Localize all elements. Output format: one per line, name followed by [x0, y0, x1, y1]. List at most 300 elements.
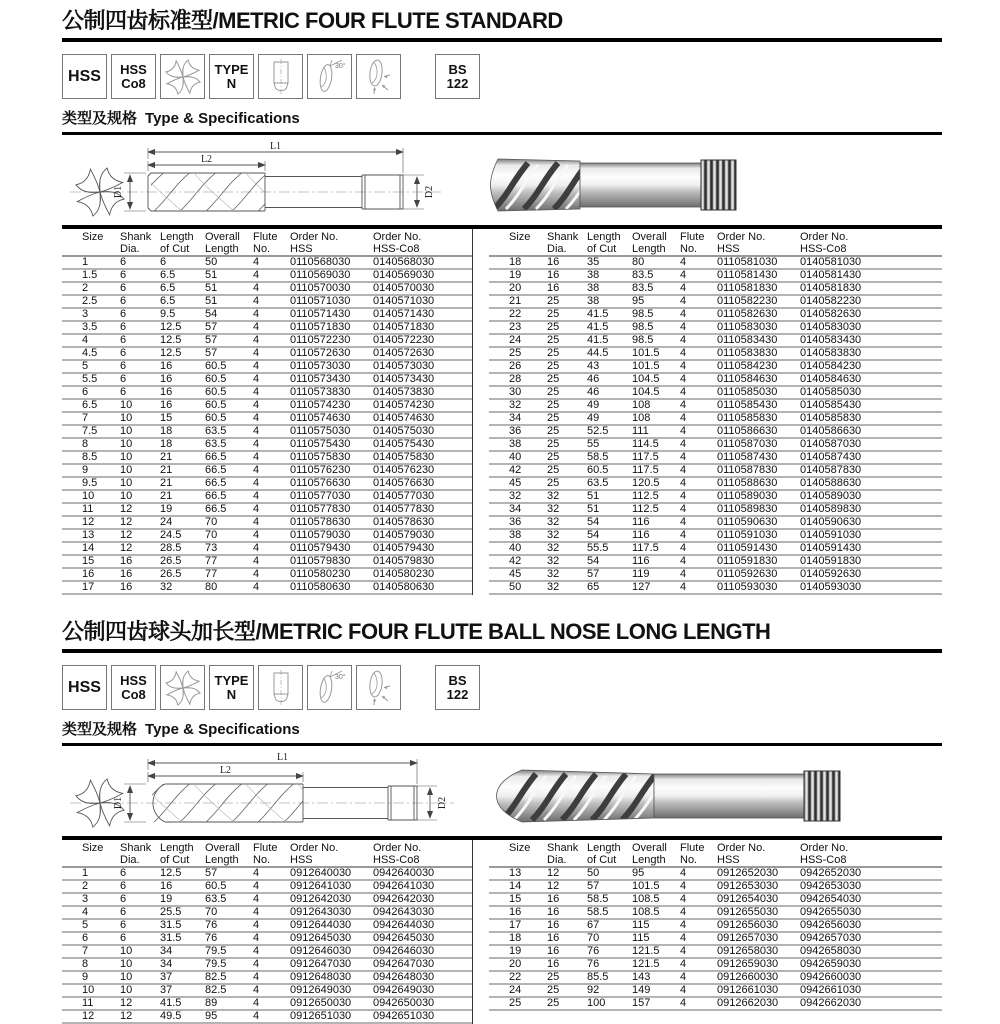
flute-no-cell: 4 — [253, 373, 260, 385]
order-no-hss-cell: 0110582630 — [717, 308, 778, 320]
length-of-cut-cell: 12.5 — [160, 334, 182, 346]
size-cell: 6.5 — [82, 399, 98, 411]
overall-length-cell: 76 — [205, 919, 218, 931]
overall-length-cell: 108.5 — [632, 906, 660, 918]
end-mill-cross-section-icon — [163, 57, 203, 97]
order-no-hss-co8-cell: 0140584630 — [800, 373, 862, 385]
size-cell: 50 — [509, 581, 522, 593]
length-of-cut-cell: 58.5 — [587, 893, 609, 905]
shank-dia-cell: 16 — [547, 893, 560, 905]
overall-length-cell: 82.5 — [205, 971, 227, 983]
flute-no-cell: 4 — [253, 958, 260, 970]
size-cell: 45 — [509, 568, 522, 580]
shank-dia-cell: 25 — [547, 984, 560, 996]
order-no-hss-cell: 0110579430 — [290, 542, 351, 554]
size-cell: 3 — [82, 308, 89, 320]
shank-dia-cell: 12 — [120, 542, 133, 554]
order-no-hss-co8-cell: 0140575030 — [373, 425, 435, 437]
size-table-left — [62, 229, 472, 595]
size-cell: 5.5 — [82, 373, 98, 385]
plain-shank-badge — [258, 54, 303, 99]
flute-no-cell: 4 — [680, 581, 687, 593]
size-cell: 5 — [82, 919, 89, 931]
overall-length-cell: 57 — [205, 867, 218, 879]
order-no-hss-co8-cell: 0140576630 — [373, 477, 435, 489]
length-of-cut-cell: 31.5 — [160, 932, 182, 944]
shank-dia-cell: 12 — [547, 880, 560, 892]
overall-length-cell: 101.5 — [632, 347, 660, 359]
length-of-cut-cell: 49 — [587, 399, 600, 411]
shank-dia-cell: 10 — [120, 945, 133, 957]
shank-dia-cell: 32 — [547, 581, 560, 593]
length-of-cut-cell: 35 — [587, 256, 600, 268]
shank-dia-cell: 16 — [547, 919, 560, 931]
column-header: Order No. HSS-Co8 — [800, 842, 849, 866]
shank-dia-cell: 10 — [120, 412, 133, 424]
flute-no-cell: 4 — [680, 555, 687, 567]
length-of-cut-cell: 21 — [160, 477, 173, 489]
order-no-hss-cell: 0912661030 — [717, 984, 779, 996]
length-of-cut-cell: 37 — [160, 971, 173, 983]
column-header: Flute No. — [680, 231, 705, 255]
order-no-hss-cell: 0110579830 — [290, 555, 351, 567]
order-no-hss-co8-cell: 0140577830 — [373, 503, 435, 515]
size-cell: 9 — [82, 971, 89, 983]
length-of-cut-cell: 41.5 — [587, 334, 609, 346]
flute-no-cell: 4 — [680, 399, 687, 411]
overall-length-cell: 108 — [632, 412, 651, 424]
flute-no-cell: 4 — [680, 529, 687, 541]
size-cell: 4.5 — [82, 347, 98, 359]
order-no-hss-co8-cell: 0140579030 — [373, 529, 435, 541]
size-cell: 32 — [509, 490, 522, 502]
size-cell: 9.5 — [82, 477, 98, 489]
shank-dia-cell: 32 — [547, 555, 560, 567]
order-no-hss-co8-cell: 0140583830 — [800, 347, 862, 359]
flute-no-cell: 4 — [253, 568, 260, 580]
overall-length-cell: 50 — [205, 256, 218, 268]
order-no-hss-cell: 0912660030 — [717, 971, 779, 983]
flute-no-cell: 4 — [253, 399, 260, 411]
length-of-cut-cell: 60.5 — [587, 464, 609, 476]
order-no-hss-cell: 0110584230 — [717, 360, 778, 372]
shank-dia-cell: 6 — [120, 269, 127, 281]
length-of-cut-cell: 41.5 — [160, 997, 182, 1009]
length-of-cut-cell: 16 — [160, 399, 173, 411]
size-cell: 16 — [82, 568, 95, 580]
size-cell: 17 — [82, 581, 95, 593]
order-no-hss-co8-cell: 0942661030 — [800, 984, 862, 996]
order-no-hss-cell: 0912651030 — [290, 1010, 352, 1022]
order-no-hss-cell: 0110583830 — [717, 347, 778, 359]
order-no-hss-co8-cell: 0140591830 — [800, 555, 862, 567]
length-of-cut-cell: 34 — [160, 958, 173, 970]
shank-dia-cell: 6 — [120, 919, 127, 931]
shank-dia-cell: 6 — [120, 360, 127, 372]
order-no-hss-cell: 0912657030 — [717, 932, 779, 944]
length-of-cut-cell: 54 — [587, 516, 600, 528]
overall-length-cell: 60.5 — [205, 386, 227, 398]
length-of-cut-cell: 63.5 — [587, 477, 609, 489]
column-header: Overall Length — [632, 231, 667, 255]
length-of-cut-cell: 46 — [587, 373, 600, 385]
length-of-cut-cell: 12.5 — [160, 321, 182, 333]
size-cell: 22 — [509, 971, 522, 983]
order-no-hss-co8-cell: 0140587830 — [800, 464, 862, 476]
length-of-cut-cell: 57 — [587, 568, 600, 580]
shank-dia-cell: 25 — [547, 971, 560, 983]
overall-length-cell: 104.5 — [632, 386, 660, 398]
spec-heading-zh: 类型及规格 — [62, 721, 138, 738]
overall-length-cell: 115 — [632, 932, 650, 944]
order-no-hss-co8-cell: 0942651030 — [373, 1010, 435, 1022]
order-no-hss-cell: 0110587830 — [717, 464, 778, 476]
order-no-hss-cell: 0110590630 — [717, 516, 778, 528]
order-no-hss-cell: 0110573430 — [290, 373, 351, 385]
badge-label: BS — [448, 672, 467, 688]
order-no-hss-co8-cell: 0140576230 — [373, 464, 435, 476]
order-no-hss-cell: 0110587030 — [717, 438, 778, 450]
spec-heading-en: Type & Specifications — [145, 110, 300, 127]
length-of-cut-cell: 70 — [587, 932, 600, 944]
shank-dia-cell: 16 — [547, 269, 560, 281]
svg-text:L1: L1 — [276, 752, 289, 763]
shank-dia-cell: 12 — [120, 1010, 133, 1022]
overall-length-cell: 60.5 — [205, 412, 227, 424]
overall-length-cell: 73 — [205, 542, 218, 554]
shank-dia-cell: 6 — [120, 906, 127, 918]
column-header: Flute No. — [253, 842, 278, 866]
order-no-hss-co8-cell: 0140579430 — [373, 542, 435, 554]
spec-heading-en: Type & Specifications — [145, 721, 300, 738]
order-no-hss-cell: 0912662030 — [717, 997, 779, 1009]
center-cutting-badge — [356, 54, 401, 99]
shank-dia-cell: 6 — [120, 347, 127, 359]
flute-no-cell: 4 — [253, 360, 260, 372]
overall-length-cell: 57 — [205, 321, 218, 333]
overall-length-cell: 79.5 — [205, 945, 227, 957]
svg-text:D1: D1 — [113, 185, 124, 199]
order-no-hss-co8-cell: 0140581030 — [800, 256, 862, 268]
shank-dia-cell: 6 — [120, 295, 127, 307]
four-flute-badge — [160, 665, 205, 710]
size-cell: 10 — [82, 984, 95, 996]
order-no-hss-cell: 0110582230 — [717, 295, 778, 307]
flute-no-cell: 4 — [680, 386, 687, 398]
order-no-hss-co8-cell: 0140588630 — [800, 477, 862, 489]
bs-122-badge — [435, 54, 480, 99]
size-cell: 30 — [509, 386, 522, 398]
shank-dia-cell: 25 — [547, 477, 560, 489]
flute-no-cell: 4 — [680, 568, 687, 580]
flute-no-cell: 4 — [253, 334, 260, 346]
order-no-hss-co8-cell: 0942648030 — [373, 971, 435, 983]
order-no-hss-cell: 0912648030 — [290, 971, 352, 983]
flute-no-cell: 4 — [680, 516, 687, 528]
column-header: Size — [82, 231, 104, 243]
length-of-cut-cell: 37 — [160, 984, 173, 996]
flute-no-cell: 4 — [680, 997, 687, 1009]
shank-dia-cell: 25 — [547, 399, 560, 411]
order-no-hss-co8-cell: 0140571030 — [373, 295, 435, 307]
length-of-cut-cell: 16 — [160, 386, 173, 398]
length-of-cut-cell: 15 — [160, 412, 173, 424]
order-no-hss-cell: 0110591030 — [717, 529, 778, 541]
overall-length-cell: 157 — [632, 997, 651, 1009]
shank-dia-cell: 25 — [547, 386, 560, 398]
overall-length-cell: 57 — [205, 334, 218, 346]
order-no-hss-co8-cell: 0140575430 — [373, 438, 435, 450]
flute-no-cell: 4 — [253, 932, 260, 944]
length-of-cut-cell: 34 — [160, 945, 173, 957]
length-of-cut-cell: 24 — [160, 516, 173, 528]
shank-dia-cell: 32 — [547, 568, 560, 580]
center-cutting-icon — [359, 668, 399, 708]
length-of-cut-cell: 32 — [160, 581, 173, 593]
helix-30-badge — [307, 665, 352, 710]
column-header: Order No. HSS — [290, 842, 339, 866]
size-cell: 14 — [509, 880, 522, 892]
order-no-hss-cell: 0912649030 — [290, 984, 352, 996]
column-header: Order No. HSS — [290, 231, 339, 255]
order-no-hss-cell: 0110574630 — [290, 412, 351, 424]
order-no-hss-cell: 0110574230 — [290, 399, 351, 411]
shank-dia-cell: 6 — [120, 386, 127, 398]
length-of-cut-cell: 65 — [587, 581, 600, 593]
order-no-hss-co8-cell: 0140587430 — [800, 451, 862, 463]
overall-length-cell: 51 — [205, 295, 218, 307]
order-no-hss-co8-cell: 0942642030 — [373, 893, 435, 905]
order-no-hss-co8-cell: 0140582630 — [800, 308, 862, 320]
table-header-row — [489, 229, 942, 257]
flute-no-cell: 4 — [680, 269, 687, 281]
order-no-hss-cell: 0110572630 — [290, 347, 351, 359]
flute-no-cell: 4 — [680, 308, 687, 320]
order-no-hss-cell: 0110587430 — [717, 451, 778, 463]
size-cell: 18 — [509, 932, 522, 944]
shank-dia-cell: 10 — [120, 971, 133, 983]
order-no-hss-co8-cell: 0140583430 — [800, 334, 862, 346]
length-of-cut-cell: 58.5 — [587, 451, 609, 463]
column-header: Shank Dia. — [547, 231, 579, 255]
helix-30-badge — [307, 54, 352, 99]
size-cell: 11 — [82, 503, 94, 515]
order-no-hss-co8-cell: 0942658030 — [800, 945, 862, 957]
column-header: Flute No. — [253, 231, 278, 255]
flute-no-cell: 4 — [680, 464, 687, 476]
hss-co8-badge — [111, 665, 156, 710]
order-no-hss-co8-cell: 0942643030 — [373, 906, 435, 918]
order-no-hss-co8-cell: 0140590630 — [800, 516, 862, 528]
size-cell: 40 — [509, 451, 522, 463]
helix-angle-icon — [310, 57, 350, 97]
flute-no-cell: 4 — [253, 893, 260, 905]
flute-no-cell: 4 — [253, 1010, 260, 1022]
badge-label: TYPE — [214, 61, 249, 77]
spec-diagram — [62, 746, 942, 836]
size-cell: 1 — [82, 256, 89, 268]
size-table-right — [472, 840, 942, 1024]
overall-length-cell: 114.5 — [632, 438, 659, 450]
table-header-row — [62, 840, 472, 868]
flute-no-cell: 4 — [253, 438, 260, 450]
order-no-hss-co8-cell: 0942650030 — [373, 997, 435, 1009]
overall-length-cell: 98.5 — [632, 334, 654, 346]
order-no-hss-cell: 0110585830 — [717, 412, 778, 424]
order-no-hss-cell: 0110569030 — [290, 269, 351, 281]
column-header: Order No. HSS — [717, 231, 766, 255]
size-cell: 7 — [82, 412, 89, 424]
size-cell: 8 — [82, 958, 89, 970]
column-header: Size — [82, 842, 104, 854]
overall-length-cell: 120.5 — [632, 477, 660, 489]
size-cell: 8 — [82, 438, 89, 450]
flute-no-cell: 4 — [680, 451, 687, 463]
size-cell: 7 — [82, 945, 89, 957]
shank-dia-cell: 12 — [120, 503, 133, 515]
overall-length-cell: 112.5 — [632, 490, 659, 502]
order-no-hss-co8-cell: 0140591430 — [800, 542, 862, 554]
badge-row — [62, 54, 942, 100]
badge-label: N — [226, 686, 237, 702]
order-no-hss-co8-cell: 0942657030 — [800, 932, 862, 944]
flute-no-cell: 4 — [253, 555, 260, 567]
size-cell: 20 — [509, 958, 522, 970]
shank-dia-cell: 12 — [120, 516, 133, 528]
length-of-cut-cell: 52.5 — [587, 425, 609, 437]
order-no-hss-cell: 0110585430 — [717, 399, 778, 411]
svg-text:D2: D2 — [437, 796, 448, 810]
spec-heading — [62, 110, 942, 132]
overall-length-cell: 51 — [205, 282, 218, 294]
spec-heading — [62, 721, 942, 743]
length-of-cut-cell: 31.5 — [160, 919, 182, 931]
shank-dia-cell: 32 — [547, 516, 560, 528]
length-of-cut-cell: 55.5 — [587, 542, 609, 554]
length-of-cut-cell: 50 — [587, 867, 600, 879]
order-no-hss-co8-cell: 0942641030 — [373, 880, 435, 892]
type-n-badge — [209, 54, 254, 99]
shank-dia-cell: 16 — [547, 906, 560, 918]
size-cell: 4 — [82, 906, 89, 918]
order-no-hss-co8-cell: 0942656030 — [800, 919, 862, 931]
flute-no-cell: 4 — [680, 932, 687, 944]
size-cell: 36 — [509, 516, 522, 528]
flute-no-cell: 4 — [680, 438, 687, 450]
shank-dia-cell: 16 — [547, 932, 560, 944]
size-cell: 3.5 — [82, 321, 98, 333]
section-metric-four-flute-ball-nose-long — [62, 619, 942, 1024]
flute-no-cell: 4 — [680, 867, 687, 879]
shank-dia-cell: 10 — [120, 451, 133, 463]
order-no-hss-co8-cell: 0140586630 — [800, 425, 862, 437]
order-no-hss-cell: 0110581430 — [717, 269, 778, 281]
svg-text:30°: 30° — [334, 673, 346, 681]
length-of-cut-cell: 18 — [160, 425, 173, 437]
flute-no-cell: 4 — [680, 893, 687, 905]
order-no-hss-cell: 0912654030 — [717, 893, 779, 905]
overall-length-cell: 60.5 — [205, 373, 227, 385]
svg-text:30°: 30° — [334, 62, 346, 70]
flute-no-cell: 4 — [680, 971, 687, 983]
length-of-cut-cell: 16 — [160, 373, 173, 385]
center-cutting-badge — [356, 665, 401, 710]
length-of-cut-cell: 21 — [160, 451, 173, 463]
order-no-hss-co8-cell: 0942662030 — [800, 997, 862, 1009]
length-of-cut-cell: 6 — [160, 256, 167, 268]
size-cell: 42 — [509, 555, 522, 567]
flute-no-cell: 4 — [253, 412, 260, 424]
size-cell: 15 — [509, 893, 522, 905]
shank-dia-cell: 16 — [547, 256, 560, 268]
shank-dia-cell: 32 — [547, 503, 560, 515]
column-header: Length of Cut — [160, 231, 194, 255]
shank-dia-cell: 6 — [120, 308, 127, 320]
order-no-hss-cell: 0912655030 — [717, 906, 779, 918]
shank-dia-cell: 25 — [547, 373, 560, 385]
order-no-hss-cell: 0110591430 — [717, 542, 778, 554]
badge-label: HSS — [120, 672, 147, 688]
order-no-hss-co8-cell: 0140569030 — [373, 269, 435, 281]
flute-no-cell: 4 — [253, 984, 260, 996]
shank-dia-cell: 16 — [120, 581, 133, 593]
order-no-hss-co8-cell: 0140589830 — [800, 503, 862, 515]
column-header: Order No. HSS-Co8 — [373, 231, 422, 255]
order-no-hss-co8-cell: 0942653030 — [800, 880, 862, 892]
order-no-hss-co8-cell: 0140580630 — [373, 581, 435, 593]
flute-no-cell: 4 — [253, 425, 260, 437]
overall-length-cell: 76 — [205, 932, 218, 944]
shank-dia-cell: 10 — [120, 399, 133, 411]
column-header: Order No. HSS — [717, 842, 766, 866]
shank-dia-cell: 6 — [120, 867, 127, 879]
overall-length-cell: 63.5 — [205, 425, 227, 437]
size-cell: 15 — [82, 555, 95, 567]
shank-dia-cell: 25 — [547, 334, 560, 346]
shank-dia-cell: 25 — [547, 438, 560, 450]
flute-no-cell: 4 — [253, 867, 260, 879]
shank-dia-cell: 10 — [120, 464, 133, 476]
size-cell: 36 — [509, 425, 522, 437]
size-cell: 7.5 — [82, 425, 98, 437]
size-tables — [62, 836, 942, 1024]
flute-no-cell: 4 — [253, 906, 260, 918]
ball-nose-end-mill-photo — [496, 750, 848, 843]
order-no-hss-co8-cell: 0140577030 — [373, 490, 435, 502]
order-no-hss-co8-cell: 0942659030 — [800, 958, 862, 970]
flute-no-cell: 4 — [680, 490, 687, 502]
size-cell: 1 — [82, 867, 89, 879]
length-of-cut-cell: 85.5 — [587, 971, 609, 983]
length-of-cut-cell: 57 — [587, 880, 600, 892]
column-header: Flute No. — [680, 842, 705, 866]
badge-label: HSS — [68, 67, 101, 85]
order-no-hss-cell: 0110572230 — [290, 334, 351, 346]
column-header: Shank Dia. — [547, 842, 579, 866]
flute-no-cell: 4 — [253, 880, 260, 892]
overall-length-cell: 119 — [632, 568, 650, 580]
size-cell: 34 — [509, 503, 522, 515]
shank-dia-cell: 25 — [547, 425, 560, 437]
order-no-hss-cell: 0110571830 — [290, 321, 351, 333]
order-no-hss-co8-cell: 0140571430 — [373, 308, 435, 320]
shank-dia-cell: 6 — [120, 321, 127, 333]
shank-dia-cell: 10 — [120, 490, 133, 502]
plain-shank-badge — [258, 665, 303, 710]
column-header: Length of Cut — [587, 842, 621, 866]
size-cell: 40 — [509, 542, 522, 554]
overall-length-cell: 111 — [632, 425, 649, 437]
